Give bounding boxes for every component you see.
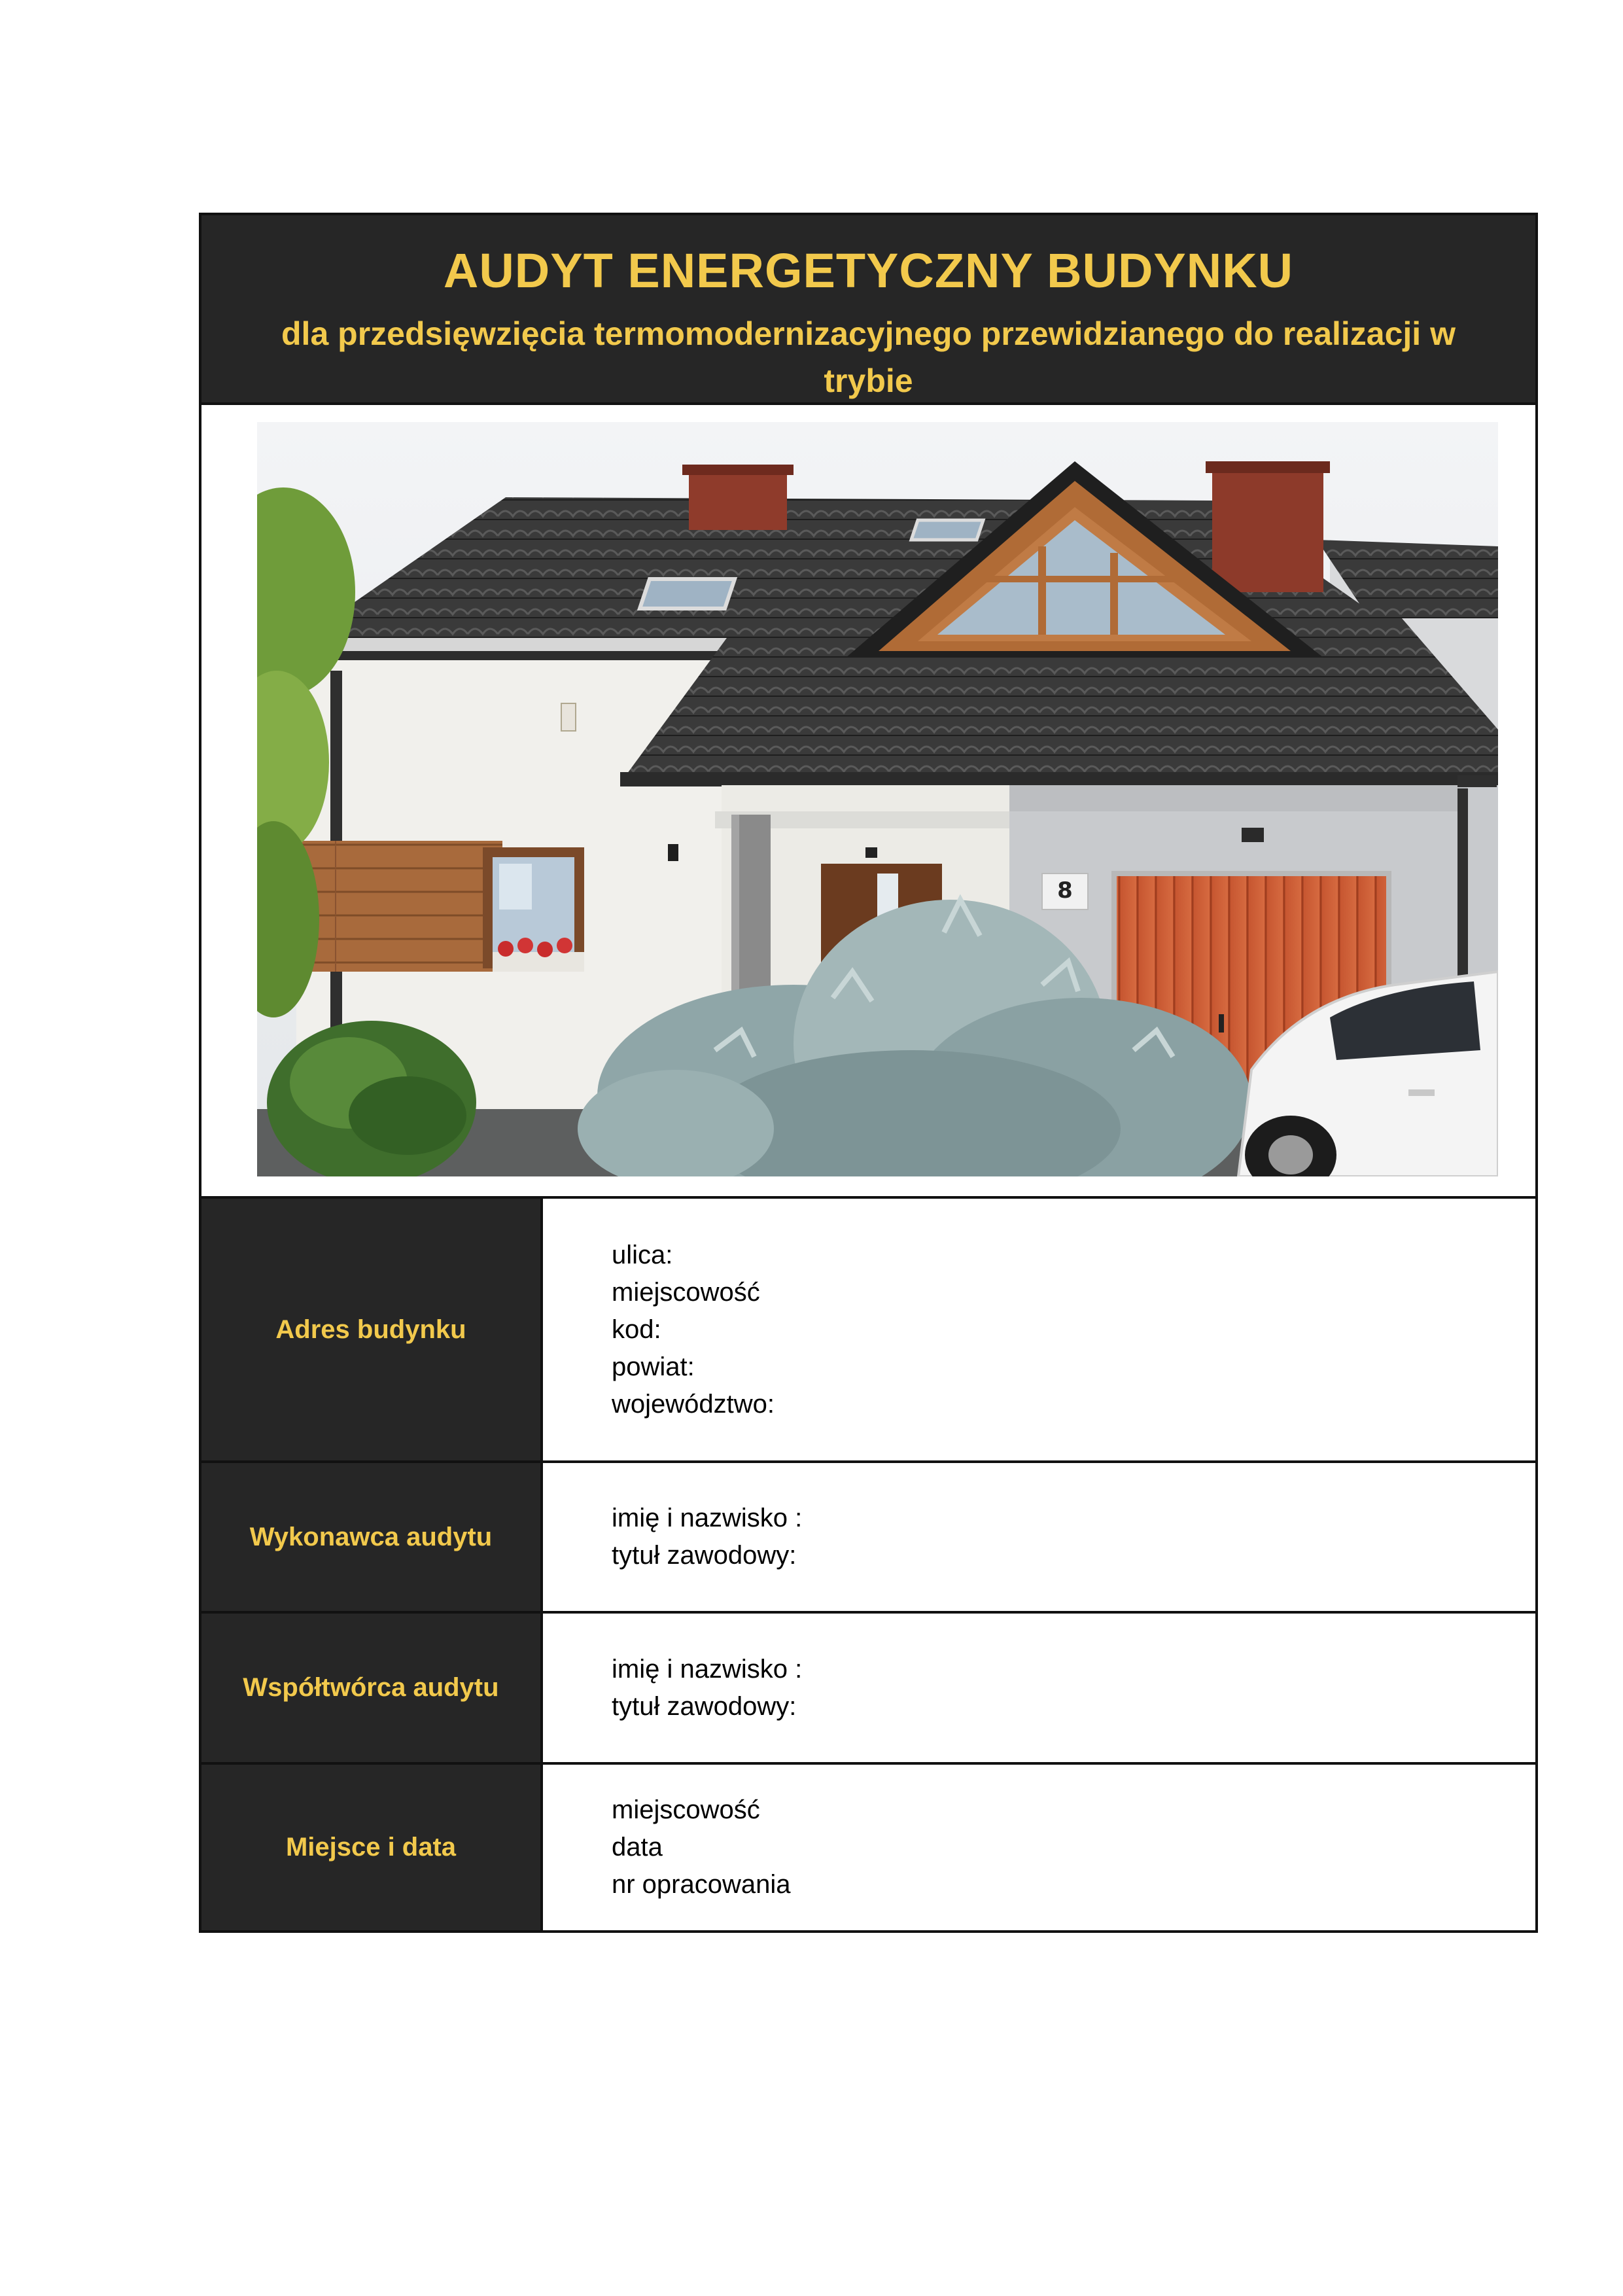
- author-title-field: tytuł zawodowy:: [612, 1541, 797, 1570]
- document-number-field: nr opracowania: [612, 1870, 791, 1899]
- subtitle-line-1: dla przedsięwzięcia termomodernizacyjnego przewidzianego do realizacji w trybie: [281, 315, 1456, 399]
- audit-author-label: Wykonawca audytu: [201, 1463, 543, 1611]
- postcode-field: kod:: [612, 1315, 661, 1344]
- place-date-label: Miejsce i data: [201, 1765, 543, 1930]
- photo-cell: [201, 405, 1535, 1199]
- date-field: data: [612, 1833, 663, 1862]
- header-band: [201, 215, 1535, 405]
- building-photo: [257, 422, 1498, 1176]
- place-date-values: [543, 1765, 1535, 1930]
- street-field: ulica:: [612, 1240, 673, 1269]
- audit-coauthor-label: Współtwórca audytu: [201, 1614, 543, 1762]
- audit-coauthor-values: [543, 1614, 1535, 1762]
- town-field: miejscowość: [612, 1277, 760, 1307]
- coauthor-name-field: imię i nazwisko :: [612, 1654, 803, 1684]
- voivodeship-field: województwo:: [612, 1389, 775, 1419]
- building-address-label: Adres budynku: [201, 1199, 543, 1460]
- row-audit-coauthor: [201, 1614, 1535, 1765]
- row-building-address: [201, 1199, 1535, 1463]
- row-place-date: [201, 1765, 1535, 1930]
- county-field: powiat:: [612, 1352, 695, 1381]
- cover-table: [199, 213, 1538, 1933]
- building-address-values: [543, 1199, 1535, 1460]
- document-title: AUDYT ENERGETYCZNY BUDYNKU: [443, 243, 1294, 298]
- coauthor-title-field: tytuł zawodowy:: [612, 1691, 797, 1721]
- audit-author-values: [543, 1463, 1535, 1611]
- place-field: miejscowość: [612, 1795, 760, 1824]
- house-number: 8: [1057, 877, 1073, 904]
- author-name-field: imię i nazwisko :: [612, 1504, 803, 1532]
- row-audit-author: [201, 1463, 1535, 1614]
